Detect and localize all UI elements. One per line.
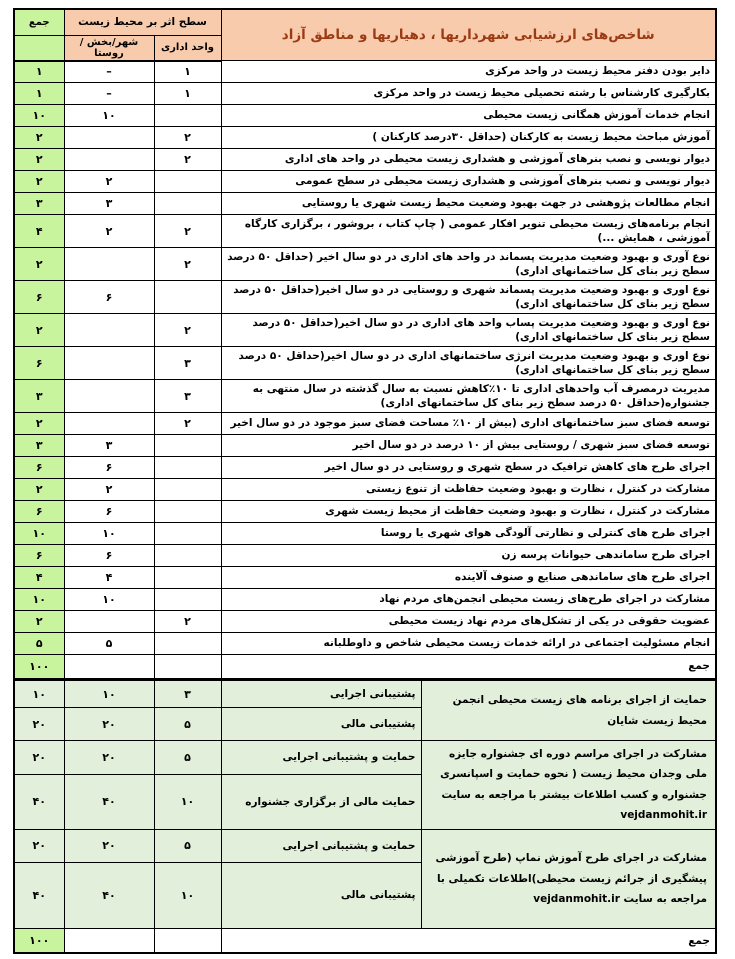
total-cell: ۲	[14, 479, 64, 501]
city-cell: ۳	[64, 193, 154, 215]
city-cell: ۴۰	[64, 862, 154, 928]
total-cell: ۲۰	[14, 741, 64, 775]
total-cell: ۱۰	[14, 523, 64, 545]
total-cell: ۶	[14, 347, 64, 380]
indicator-cell: دایر بودن دفتر محیط زیست در واحد مرکزی	[221, 61, 716, 83]
total-cell: ۲	[14, 149, 64, 171]
total-cell: ۳	[14, 380, 64, 413]
total-cell: ۶	[14, 457, 64, 479]
table-row	[14, 611, 716, 633]
city-cell: ۵	[64, 633, 154, 655]
table-row	[14, 545, 716, 567]
admin-cell: ۲	[154, 149, 221, 171]
table-row	[14, 149, 716, 171]
indicator-cell: مشارکت در کنترل ، نظارت و بهبود وضعیت حفاظت از تنوع زیستی	[221, 479, 716, 501]
city-cell: ۲	[64, 479, 154, 501]
admin-cell: ۱۰	[154, 862, 221, 928]
indicator-cell: عضویت حقوقی در یکی از تشکل‌های مردم نهاد زیست محیطی	[221, 611, 716, 633]
total-cell: ۴۰	[14, 862, 64, 928]
city-cell	[64, 413, 154, 435]
indicator-cell: نوع اوری و بهبود وضعیت مدیریت انرژی ساختمانهای اداری در دو سال اخیر(حداقل ۵۰ درصد سطح زیر بنای کل ساختمانهای اداری)	[221, 347, 716, 380]
admin-cell	[154, 501, 221, 523]
total-cell: ۴۰	[14, 774, 64, 829]
city-cell: ۶	[64, 457, 154, 479]
city-cell	[64, 314, 154, 347]
indicator-cell: دیوار نویسی و نصب بنرهای آموزشی و هشداری زیست محیطی در واحد های اداری	[221, 149, 716, 171]
admin-cell: ۲	[154, 215, 221, 248]
indicator-cell: مشارکت در کنترل ، نظارت و بهبود وضعیت حفاظت از محیط زیست شهری	[221, 501, 716, 523]
total-cell: ۱	[14, 83, 64, 105]
indicator-cell: انجام برنامه‌های زیست محیطی تنویر افکار عمومی ( چاپ کتاب ، بروشور ، برگزاری کارگاه آموزشی ، همایش ...)	[221, 215, 716, 248]
total-cell: ۲	[14, 314, 64, 347]
total-cell: ۲	[14, 611, 64, 633]
indicator-cell: آموزش مباحث محیط زیست به کارکنان (حداقل ۳۰درصد کارکنان )	[221, 127, 716, 149]
city-cell: ۲۰	[64, 829, 154, 862]
city-cell: ۲۰	[64, 708, 154, 741]
sum-label: جمع	[221, 928, 716, 953]
admin-cell: ۲	[154, 127, 221, 149]
col-header-city-village: شهر/بخش /روستا	[64, 35, 154, 61]
support-group-row	[14, 741, 716, 775]
city-cell: ۴۰	[64, 774, 154, 829]
city-cell: ۱۰	[64, 105, 154, 127]
admin-cell	[154, 655, 221, 680]
total-cell: ۶	[14, 545, 64, 567]
table-row	[14, 347, 716, 380]
col-header-admin-unit: واحد اداری	[154, 35, 221, 61]
table-row	[14, 479, 716, 501]
admin-cell: ۵	[154, 829, 221, 862]
table-row	[14, 380, 716, 413]
indicator-cell: توسعه فضای سبز ساختمانهای اداری (بیش از ۱۰٪ مساحت فضای سبز موجود در دو سال اخیر	[221, 413, 716, 435]
city-cell	[64, 380, 154, 413]
admin-cell	[154, 193, 221, 215]
total-cell: ۳	[14, 193, 64, 215]
indicator-cell: اجرای طرح های ساماندهی صنایع و صنوف آلاینده	[221, 567, 716, 589]
indicator-cell: انجام خدمات آموزش همگانی زیست محیطی	[221, 105, 716, 127]
city-cell: ۲	[64, 215, 154, 248]
indicator-cell: انجام مطالعات پژوهشی در جهت بهبود وضعیت محیط زیست شهری یا روستایی	[221, 193, 716, 215]
table-row	[14, 193, 716, 215]
group-description: مشارکت در اجرای طرح آموزش نماپ (طرح آموزشی پیشگیری از جرائم زیست محیطی)اطلاعات تکمیلی با مراجعه به سایت vejdanmohit.ir	[421, 829, 716, 928]
admin-cell: ۵	[154, 741, 221, 775]
support-group-row	[14, 829, 716, 862]
total-cell: ۴	[14, 567, 64, 589]
total-cell: ۶	[14, 501, 64, 523]
table-row	[14, 171, 716, 193]
city-cell	[64, 149, 154, 171]
table-row	[14, 127, 716, 149]
city-cell: ۲۰	[64, 741, 154, 775]
indicator-cell: اجرای طرح های کنترلی و نظارتی آلودگی هوای شهری یا روستا	[221, 523, 716, 545]
admin-cell: ۲	[154, 611, 221, 633]
total-cell: ۱۰۰	[14, 928, 64, 953]
table-row	[14, 215, 716, 248]
col-header-impact-level: سطح اثر بر محیط زیست	[64, 9, 221, 35]
total-cell: ۱۰۰	[14, 655, 64, 680]
indicator-cell: توسعه فضای سبز شهری / روستایی بیش از ۱۰ درصد در دو سال اخیر	[221, 435, 716, 457]
total-cell: ۵	[14, 633, 64, 655]
sum-label: جمع	[221, 655, 716, 680]
admin-cell: ۲	[154, 413, 221, 435]
indicator-cell: بکارگیری کارشناس با رشته تحصیلی محیط زیست در واحد مرکزی	[221, 83, 716, 105]
support-type-cell: پشتیبانی مالی	[221, 708, 421, 741]
support-type-cell: حمایت و پشتیبانی اجرایی	[221, 741, 421, 775]
city-cell: –	[64, 61, 154, 83]
city-cell: ۶	[64, 545, 154, 567]
admin-cell: ۱	[154, 83, 221, 105]
indicator-cell: نوع آوری و بهبود وضعیت مدیریت پسماند در واحد های اداری در دو سال اخیر (حداقل ۵۰ درصد سطح زیر بنای کل ساختمانهای اداری)	[221, 248, 716, 281]
city-cell: ۳	[64, 435, 154, 457]
city-cell	[64, 655, 154, 680]
indicator-cell: مدیریت درمصرف آب واحدهای اداری تا ۱۰٪کاهش نسبت به سال گذشته در سال منتهی به جشنواره(حداقل ۵۰ درصد سطح زیر بنای کل ساختمانهای اداری)	[221, 380, 716, 413]
indicator-cell: دیوار نویسی و نصب بنرهای آموزشی و هشداری زیست محیطی در سطح عمومی	[221, 171, 716, 193]
table-row	[14, 589, 716, 611]
city-cell	[64, 928, 154, 953]
city-cell: ۴	[64, 567, 154, 589]
support-type-cell: پشتیبانی مالی	[221, 862, 421, 928]
city-cell	[64, 127, 154, 149]
support-type-cell: حمایت و پشتیبانی اجرایی	[221, 829, 421, 862]
col-header-total: جمع	[14, 9, 64, 35]
evaluation-table	[13, 8, 717, 954]
support-type-cell: حمایت مالی از برگزاری جشنواره	[221, 774, 421, 829]
admin-cell: ۱۰	[154, 774, 221, 829]
city-cell: ۱۰	[64, 589, 154, 611]
admin-cell	[154, 523, 221, 545]
admin-cell: ۳	[154, 680, 221, 708]
city-cell	[64, 347, 154, 380]
admin-cell	[154, 171, 221, 193]
city-cell: ۶	[64, 501, 154, 523]
total-cell: ۲	[14, 171, 64, 193]
indicator-cell: نوع اوری و بهبود وضعیت مدیریت پسماند شهری و روستایی در دو سال اخیر(حداقل ۵۰ درصد سطح زیر بنای کل ساختمانهای اداری)	[221, 281, 716, 314]
page-title: شاخص‌های ارزشیابی شهرداریها ، دهیاریها و مناطق آزاد	[221, 9, 716, 61]
table-row	[14, 281, 716, 314]
city-cell: ۶	[64, 281, 154, 314]
total-cell: ۴	[14, 215, 64, 248]
table-row	[14, 61, 716, 83]
total-cell: ۶	[14, 281, 64, 314]
total-cell: ۳	[14, 435, 64, 457]
admin-cell	[154, 545, 221, 567]
table-row	[14, 248, 716, 281]
admin-cell: ۳	[154, 347, 221, 380]
admin-cell	[154, 633, 221, 655]
indicator-cell: اجرای طرح های کاهش ترافیک در سطح شهری و روستایی در دو سال اخیر	[221, 457, 716, 479]
admin-cell	[154, 457, 221, 479]
city-cell: ۱۰	[64, 523, 154, 545]
city-cell: ۱۰	[64, 680, 154, 708]
city-cell: ۲	[64, 171, 154, 193]
total-cell: ۱۰	[14, 589, 64, 611]
table-row	[14, 83, 716, 105]
total-cell: ۱۰	[14, 105, 64, 127]
table-row	[14, 413, 716, 435]
support-group-row	[14, 680, 716, 708]
table-row	[14, 457, 716, 479]
admin-cell	[154, 105, 221, 127]
table-row	[14, 501, 716, 523]
sum-row-section1	[14, 655, 716, 680]
table-row	[14, 435, 716, 457]
table-row	[14, 567, 716, 589]
table-row	[14, 314, 716, 347]
indicator-cell: مشارکت در اجرای طرح‌های زیست محیطی انجمن‌های مردم نهاد	[221, 589, 716, 611]
sum-row-final	[14, 928, 716, 953]
admin-cell	[154, 928, 221, 953]
admin-cell: ۲	[154, 248, 221, 281]
total-cell: ۲	[14, 127, 64, 149]
admin-cell: ۱	[154, 61, 221, 83]
indicator-cell: اجرای طرح ساماندهی حیوانات پرسه زن	[221, 545, 716, 567]
support-type-cell: پشتیبانی اجرایی	[221, 680, 421, 708]
total-header-spacer	[14, 35, 64, 61]
total-cell: ۱	[14, 61, 64, 83]
total-cell: ۲۰	[14, 708, 64, 741]
admin-cell: ۵	[154, 708, 221, 741]
total-cell: ۲۰	[14, 829, 64, 862]
admin-cell	[154, 589, 221, 611]
total-cell: ۲	[14, 248, 64, 281]
indicator-cell: انجام مسئولیت اجتماعی در ارائه خدمات زیست محیطی شاخص و داوطلبانه	[221, 633, 716, 655]
total-cell: ۲	[14, 413, 64, 435]
admin-cell	[154, 435, 221, 457]
admin-cell: ۲	[154, 314, 221, 347]
table-row	[14, 523, 716, 545]
city-cell: –	[64, 83, 154, 105]
admin-cell	[154, 281, 221, 314]
group-description: حمایت از اجرای برنامه های زیست محیطی انجمن محیط زیست شایان	[421, 680, 716, 741]
admin-cell: ۳	[154, 380, 221, 413]
total-cell: ۱۰	[14, 680, 64, 708]
city-cell	[64, 248, 154, 281]
admin-cell	[154, 567, 221, 589]
table-row	[14, 105, 716, 127]
indicator-cell: نوع اوری و بهبود وضعیت مدیریت پساب واحد های اداری در دو سال اخیر(حداقل ۵۰ درصد سطح زیر بنای کل ساختمانهای اداری)	[221, 314, 716, 347]
admin-cell	[154, 479, 221, 501]
table-row	[14, 633, 716, 655]
city-cell	[64, 611, 154, 633]
group-description: مشارکت در اجرای مراسم دوره ای جشنواره جایزه ملی وجدان محیط زیست ( نحوه حمایت و اسپانسری جشنواره و کسب اطلاعات بیشتر با مراجعه به سایت vejdanmohit.ir	[421, 741, 716, 830]
